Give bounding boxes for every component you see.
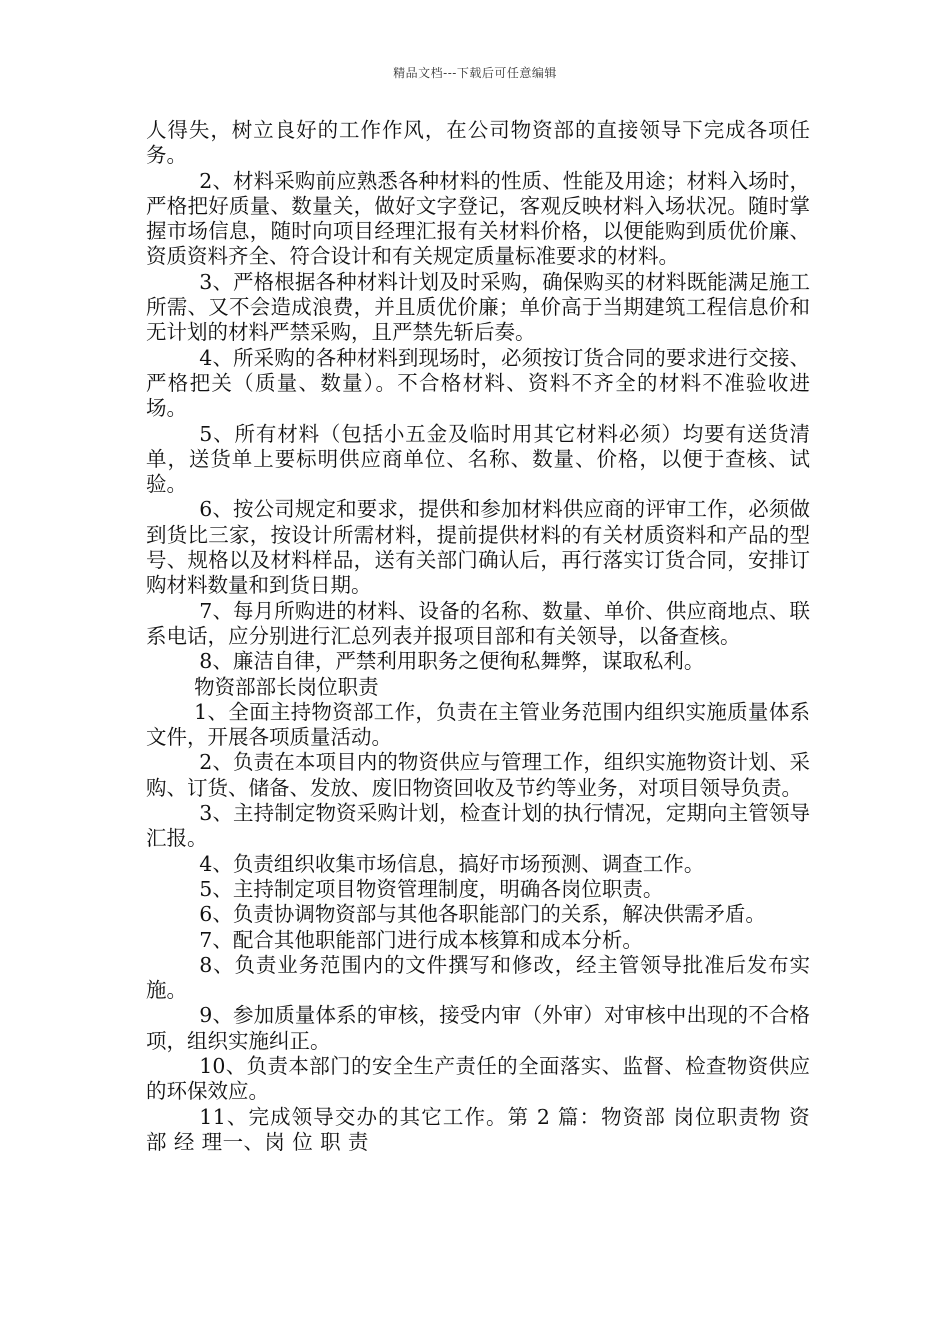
duty-item-4: 4、负责组织收集市场信息，搞好市场预测、调查工作。	[199, 851, 705, 876]
duty-item-7: 7、配合其他职能部门进行成本核算和成本分析。	[199, 927, 643, 952]
paragraph-item-4: 4、所采购的各种材料到现场时，必须按订货合同的要求进行交接、严格把关（质量、数量）。不合格材料、资料不齐全的材料不准验收进场。	[146, 345, 810, 421]
duty-item-11: 11、完成领导交办的其它工作。第 2 篇：物资部 岗位职责物 资 部 经 理一、岗 位 职 责	[146, 1104, 810, 1154]
duty-item-2: 2、负责在本项目内的物资供应与管理工作，组织实施物资计划、采购、订货、储备、发放、废旧物资回收及节约等业务，对项目领导负责。	[146, 750, 810, 800]
paragraph-continuation: 人得失，树立良好的工作作风，在公司物资部的直接领导下完成各项任务。	[146, 118, 810, 168]
duty-item-6: 6、负责协调物资部与其他各职能部门的关系，解决供需矛盾。	[199, 902, 766, 927]
page-header: 精品文档---下载后可任意编辑	[393, 66, 557, 80]
paragraph-item-8: 8、廉洁自律，严禁利用职务之便徇私舞弊，谋取私利。	[199, 649, 705, 674]
duty-item-5: 5、主持制定项目物资管理制度，明确各岗位职责。	[199, 876, 664, 901]
paragraph-item-7: 7、每月所购进的材料、设备的名称、数量、单价、供应商地点、联系电话，应分别进行汇总列表并报项目部和有关领导，以备查核。	[146, 598, 810, 648]
paragraph-item-2: 2、材料采购前应熟悉各种材料的性质、性能及用途；材料入场时，严格把好质量、数量关，做好文字登记，客观反映材料入场状况。随时掌握市场信息，随时向项目经理汇报有关材料价格，以便能购到质优价廉、资质资料齐全、符合设计和有关规定质量标准要求的材料。	[146, 168, 810, 269]
duty-item-9: 9、参加质量体系的审核，接受内审（外审）对审核中出现的不合格项，组织实施纠正。	[146, 1003, 810, 1053]
paragraph-item-5: 5、所有材料（包括小五金及临时用其它材料必须）均要有送货清单，送货单上要标明供应商单位、名称、数量、价格，以便于查核、试验。	[146, 421, 810, 497]
duty-item-10: 10、负责本部门的安全生产责任的全面落实、监督、检查物资供应的环保效应。	[146, 1053, 810, 1104]
duty-item-3: 3、主持制定物资采购计划，检查计划的执行情况，定期向主管领导汇报。	[146, 801, 810, 851]
paragraph-item-3: 3、严格根据各种材料计划及时采购，确保购买的材料既能满足施工所需、又不会造成浪费，并且质优价廉；单价高于当期建筑工程信息价和无计划的材料严禁采购，且严禁先斩后奏。	[146, 269, 810, 345]
section-heading: 物资部部长岗位职责	[194, 674, 379, 699]
document-body	[146, 118, 810, 1155]
paragraph-item-6: 6、按公司规定和要求，提供和参加材料供应商的评审工作，必须做到货比三家，按设计所需材料，提前提供材料的有关材质资料和产品的型号、规格以及材料样品，送有关部门确认后，再行落实订货合同，安排订购材料数量和到货日期。	[146, 497, 810, 598]
duty-item-1: 1、全面主持物资部工作，负责在主管业务范围内组织实施质量体系文件，开展各项质量活动。	[146, 699, 810, 750]
duty-item-8: 8、负责业务范围内的文件撰写和修改，经主管领导批准后发布实施。	[146, 952, 810, 1003]
